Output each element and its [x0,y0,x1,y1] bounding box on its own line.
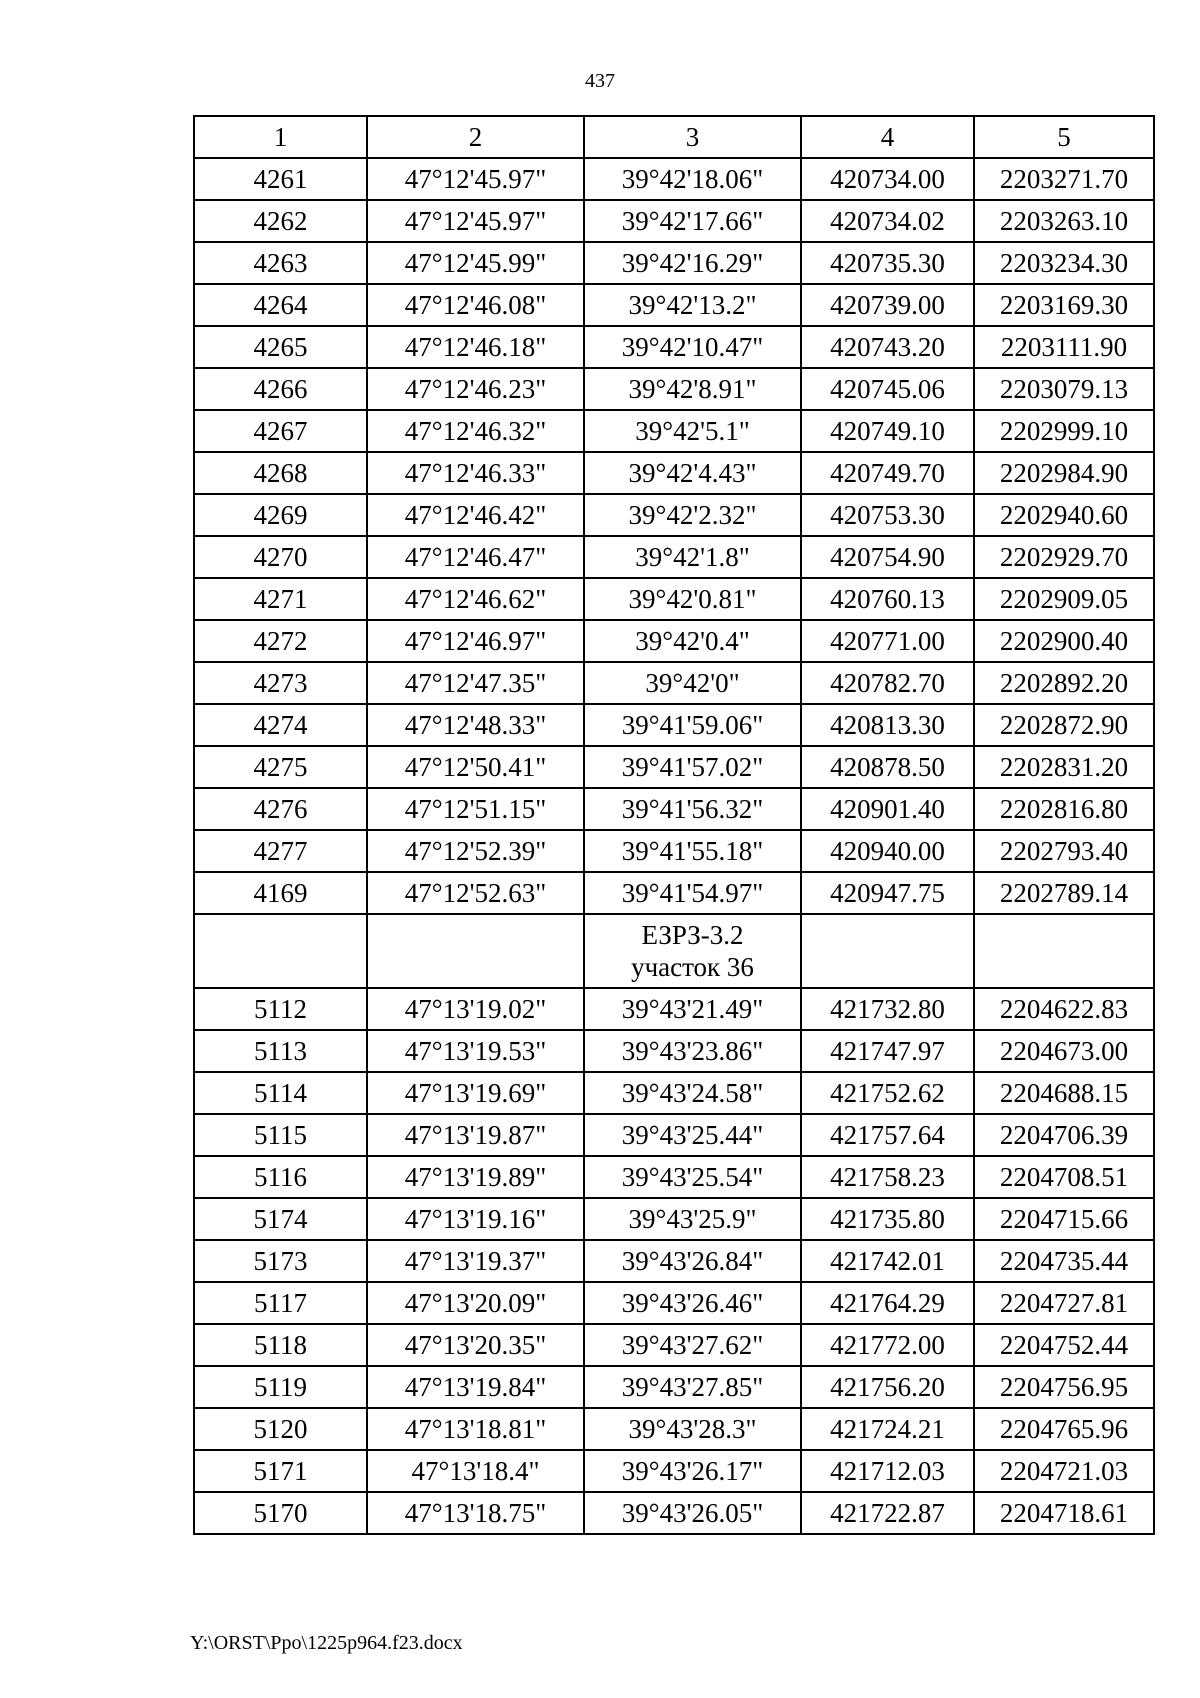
column-header-4: 4 [801,116,974,158]
point-number-cell: 4169 [194,872,367,914]
latitude-cell: 47°12'46.62" [367,578,584,620]
y-coordinate-cell: 2203263.10 [974,200,1154,242]
table-body [194,116,1154,1534]
section-row [194,914,1154,988]
point-number-cell: 5173 [194,1240,367,1282]
longitude-cell: 39°43'26.84" [584,1240,801,1282]
y-coordinate-cell: 2204756.95 [974,1366,1154,1408]
table-row [194,578,1154,620]
empty-cell [801,914,974,988]
longitude-cell: 39°42'0.4" [584,620,801,662]
table-row [194,326,1154,368]
latitude-cell: 47°12'46.08" [367,284,584,326]
latitude-cell: 47°13'19.16" [367,1198,584,1240]
point-number-cell: 4262 [194,200,367,242]
x-coordinate-cell: 420782.70 [801,662,974,704]
longitude-cell: 39°43'25.44" [584,1114,801,1156]
y-coordinate-cell: 2202909.05 [974,578,1154,620]
table-row [194,620,1154,662]
y-coordinate-cell: 2202872.90 [974,704,1154,746]
latitude-cell: 47°12'46.33" [367,452,584,494]
longitude-cell: 39°41'56.32" [584,788,801,830]
x-coordinate-cell: 420749.10 [801,410,974,452]
latitude-cell: 47°13'19.84" [367,1366,584,1408]
latitude-cell: 47°13'19.89" [367,1156,584,1198]
table-row [194,1408,1154,1450]
latitude-cell: 47°12'46.97" [367,620,584,662]
table-row [194,242,1154,284]
point-number-cell: 5115 [194,1114,367,1156]
point-number-cell: 5118 [194,1324,367,1366]
x-coordinate-cell: 421752.62 [801,1072,974,1114]
point-number-cell: 5120 [194,1408,367,1450]
latitude-cell: 47°13'18.75" [367,1492,584,1534]
latitude-cell: 47°13'19.87" [367,1114,584,1156]
x-coordinate-cell: 420754.90 [801,536,974,578]
x-coordinate-cell: 421772.00 [801,1324,974,1366]
point-number-cell: 4277 [194,830,367,872]
x-coordinate-cell: 421756.20 [801,1366,974,1408]
y-coordinate-cell: 2202940.60 [974,494,1154,536]
x-coordinate-cell: 420901.40 [801,788,974,830]
longitude-cell: 39°42'16.29" [584,242,801,284]
longitude-cell: 39°43'26.46" [584,1282,801,1324]
latitude-cell: 47°13'20.35" [367,1324,584,1366]
y-coordinate-cell: 2203111.90 [974,326,1154,368]
point-number-cell: 4267 [194,410,367,452]
longitude-cell: 39°42'8.91" [584,368,801,410]
y-coordinate-cell: 2202789.14 [974,872,1154,914]
point-number-cell: 4269 [194,494,367,536]
y-coordinate-cell: 2202984.90 [974,452,1154,494]
x-coordinate-cell: 420760.13 [801,578,974,620]
table-row [194,1072,1154,1114]
empty-cell [194,914,367,988]
latitude-cell: 47°12'51.15" [367,788,584,830]
longitude-cell: 39°43'25.54" [584,1156,801,1198]
y-coordinate-cell: 2202892.20 [974,662,1154,704]
latitude-cell: 47°13'19.37" [367,1240,584,1282]
page-number: 437 [585,70,615,92]
longitude-cell: 39°42'4.43" [584,452,801,494]
latitude-cell: 47°13'19.53" [367,1030,584,1072]
table-row [194,1492,1154,1534]
y-coordinate-cell: 2203169.30 [974,284,1154,326]
point-number-cell: 4268 [194,452,367,494]
latitude-cell: 47°12'52.39" [367,830,584,872]
point-number-cell: 5114 [194,1072,367,1114]
table-row [194,158,1154,200]
longitude-cell: 39°41'57.02" [584,746,801,788]
table-row [194,704,1154,746]
section-title-line1: ЕЗРЗ-3.2 [641,920,744,950]
x-coordinate-cell: 420940.00 [801,830,974,872]
x-coordinate-cell: 420947.75 [801,872,974,914]
column-header-2: 2 [367,116,584,158]
latitude-cell: 47°13'18.4" [367,1450,584,1492]
point-number-cell: 4273 [194,662,367,704]
longitude-cell: 39°42'10.47" [584,326,801,368]
longitude-cell: 39°41'59.06" [584,704,801,746]
table-row [194,1114,1154,1156]
y-coordinate-cell: 2202793.40 [974,830,1154,872]
longitude-cell: 39°42'0" [584,662,801,704]
longitude-cell: 39°41'54.97" [584,872,801,914]
point-number-cell: 4263 [194,242,367,284]
longitude-cell: 39°41'55.18" [584,830,801,872]
point-number-cell: 5170 [194,1492,367,1534]
latitude-cell: 47°12'45.99" [367,242,584,284]
y-coordinate-cell: 2203079.13 [974,368,1154,410]
latitude-cell: 47°12'50.41" [367,746,584,788]
point-number-cell: 5119 [194,1366,367,1408]
table-row [194,1324,1154,1366]
x-coordinate-cell: 421735.80 [801,1198,974,1240]
x-coordinate-cell: 420878.50 [801,746,974,788]
y-coordinate-cell: 2204727.81 [974,1282,1154,1324]
y-coordinate-cell: 2204708.51 [974,1156,1154,1198]
x-coordinate-cell: 420749.70 [801,452,974,494]
point-number-cell: 4272 [194,620,367,662]
table-row [194,410,1154,452]
table-row [194,1366,1154,1408]
latitude-cell: 47°12'46.32" [367,410,584,452]
latitude-cell: 47°12'46.23" [367,368,584,410]
x-coordinate-cell: 420743.20 [801,326,974,368]
latitude-cell: 47°12'52.63" [367,872,584,914]
longitude-cell: 39°43'26.17" [584,1450,801,1492]
column-header-5: 5 [974,116,1154,158]
x-coordinate-cell: 420734.00 [801,158,974,200]
point-number-cell: 4271 [194,578,367,620]
y-coordinate-cell: 2204752.44 [974,1324,1154,1366]
y-coordinate-cell: 2202900.40 [974,620,1154,662]
table-row [194,662,1154,704]
table-row [194,1240,1154,1282]
table-row [194,1450,1154,1492]
longitude-cell: 39°43'26.05" [584,1492,801,1534]
x-coordinate-cell: 420813.30 [801,704,974,746]
point-number-cell: 4274 [194,704,367,746]
table-row [194,1030,1154,1072]
y-coordinate-cell: 2203234.30 [974,242,1154,284]
table-header-row [194,116,1154,158]
latitude-cell: 47°12'48.33" [367,704,584,746]
latitude-cell: 47°12'45.97" [367,158,584,200]
y-coordinate-cell: 2204688.15 [974,1072,1154,1114]
table-row [194,536,1154,578]
x-coordinate-cell: 421758.23 [801,1156,974,1198]
longitude-cell: 39°43'28.3" [584,1408,801,1450]
table-row [194,284,1154,326]
longitude-cell: 39°42'2.32" [584,494,801,536]
table-row [194,746,1154,788]
longitude-cell: 39°43'21.49" [584,988,801,1030]
y-coordinate-cell: 2202831.20 [974,746,1154,788]
y-coordinate-cell: 2202929.70 [974,536,1154,578]
section-title-line2: участок 36 [631,952,754,982]
x-coordinate-cell: 420734.02 [801,200,974,242]
y-coordinate-cell: 2204706.39 [974,1114,1154,1156]
longitude-cell: 39°43'27.85" [584,1366,801,1408]
x-coordinate-cell: 420753.30 [801,494,974,536]
longitude-cell: 39°43'24.58" [584,1072,801,1114]
footer-file-path: Y:\ORST\Ppo\1225p964.f23.docx [190,1632,463,1654]
longitude-cell: 39°43'23.86" [584,1030,801,1072]
column-header-3: 3 [584,116,801,158]
table-row [194,494,1154,536]
table-row [194,452,1154,494]
empty-cell [974,914,1154,988]
x-coordinate-cell: 421724.21 [801,1408,974,1450]
y-coordinate-cell: 2204715.66 [974,1198,1154,1240]
latitude-cell: 47°13'19.69" [367,1072,584,1114]
point-number-cell: 5174 [194,1198,367,1240]
point-number-cell: 4261 [194,158,367,200]
x-coordinate-cell: 420735.30 [801,242,974,284]
table-row [194,788,1154,830]
y-coordinate-cell: 2204765.96 [974,1408,1154,1450]
latitude-cell: 47°13'19.02" [367,988,584,1030]
table-row [194,1156,1154,1198]
longitude-cell: 39°42'17.66" [584,200,801,242]
longitude-cell: 39°42'0.81" [584,578,801,620]
latitude-cell: 47°12'46.42" [367,494,584,536]
coordinates-table [193,115,1155,1535]
longitude-cell: 39°42'18.06" [584,158,801,200]
x-coordinate-cell: 421732.80 [801,988,974,1030]
latitude-cell: 47°12'46.18" [367,326,584,368]
y-coordinate-cell: 2204622.83 [974,988,1154,1030]
table-row [194,988,1154,1030]
x-coordinate-cell: 421712.03 [801,1450,974,1492]
point-number-cell: 5117 [194,1282,367,1324]
x-coordinate-cell: 420739.00 [801,284,974,326]
y-coordinate-cell: 2204673.00 [974,1030,1154,1072]
longitude-cell: 39°42'1.8" [584,536,801,578]
longitude-cell: 39°42'13.2" [584,284,801,326]
x-coordinate-cell: 421722.87 [801,1492,974,1534]
column-header-1: 1 [194,116,367,158]
y-coordinate-cell: 2204735.44 [974,1240,1154,1282]
point-number-cell: 5171 [194,1450,367,1492]
y-coordinate-cell: 2204721.03 [974,1450,1154,1492]
point-number-cell: 4266 [194,368,367,410]
point-number-cell: 4264 [194,284,367,326]
point-number-cell: 4270 [194,536,367,578]
y-coordinate-cell: 2204718.61 [974,1492,1154,1534]
point-number-cell: 4276 [194,788,367,830]
y-coordinate-cell: 2203271.70 [974,158,1154,200]
latitude-cell: 47°13'20.09" [367,1282,584,1324]
table-row [194,872,1154,914]
x-coordinate-cell: 421747.97 [801,1030,974,1072]
latitude-cell: 47°12'47.35" [367,662,584,704]
x-coordinate-cell: 421742.01 [801,1240,974,1282]
x-coordinate-cell: 421757.64 [801,1114,974,1156]
latitude-cell: 47°12'46.47" [367,536,584,578]
table-row [194,830,1154,872]
longitude-cell: 39°43'27.62" [584,1324,801,1366]
point-number-cell: 5112 [194,988,367,1030]
point-number-cell: 4265 [194,326,367,368]
latitude-cell: 47°13'18.81" [367,1408,584,1450]
section-title-cell [584,914,801,988]
table-row [194,1282,1154,1324]
x-coordinate-cell: 420745.06 [801,368,974,410]
table-row [194,200,1154,242]
x-coordinate-cell: 420771.00 [801,620,974,662]
y-coordinate-cell: 2202999.10 [974,410,1154,452]
longitude-cell: 39°42'5.1" [584,410,801,452]
table-row [194,1198,1154,1240]
point-number-cell: 5113 [194,1030,367,1072]
y-coordinate-cell: 2202816.80 [974,788,1154,830]
longitude-cell: 39°43'25.9" [584,1198,801,1240]
latitude-cell: 47°12'45.97" [367,200,584,242]
point-number-cell: 5116 [194,1156,367,1198]
x-coordinate-cell: 421764.29 [801,1282,974,1324]
table-row [194,368,1154,410]
empty-cell [367,914,584,988]
point-number-cell: 4275 [194,746,367,788]
